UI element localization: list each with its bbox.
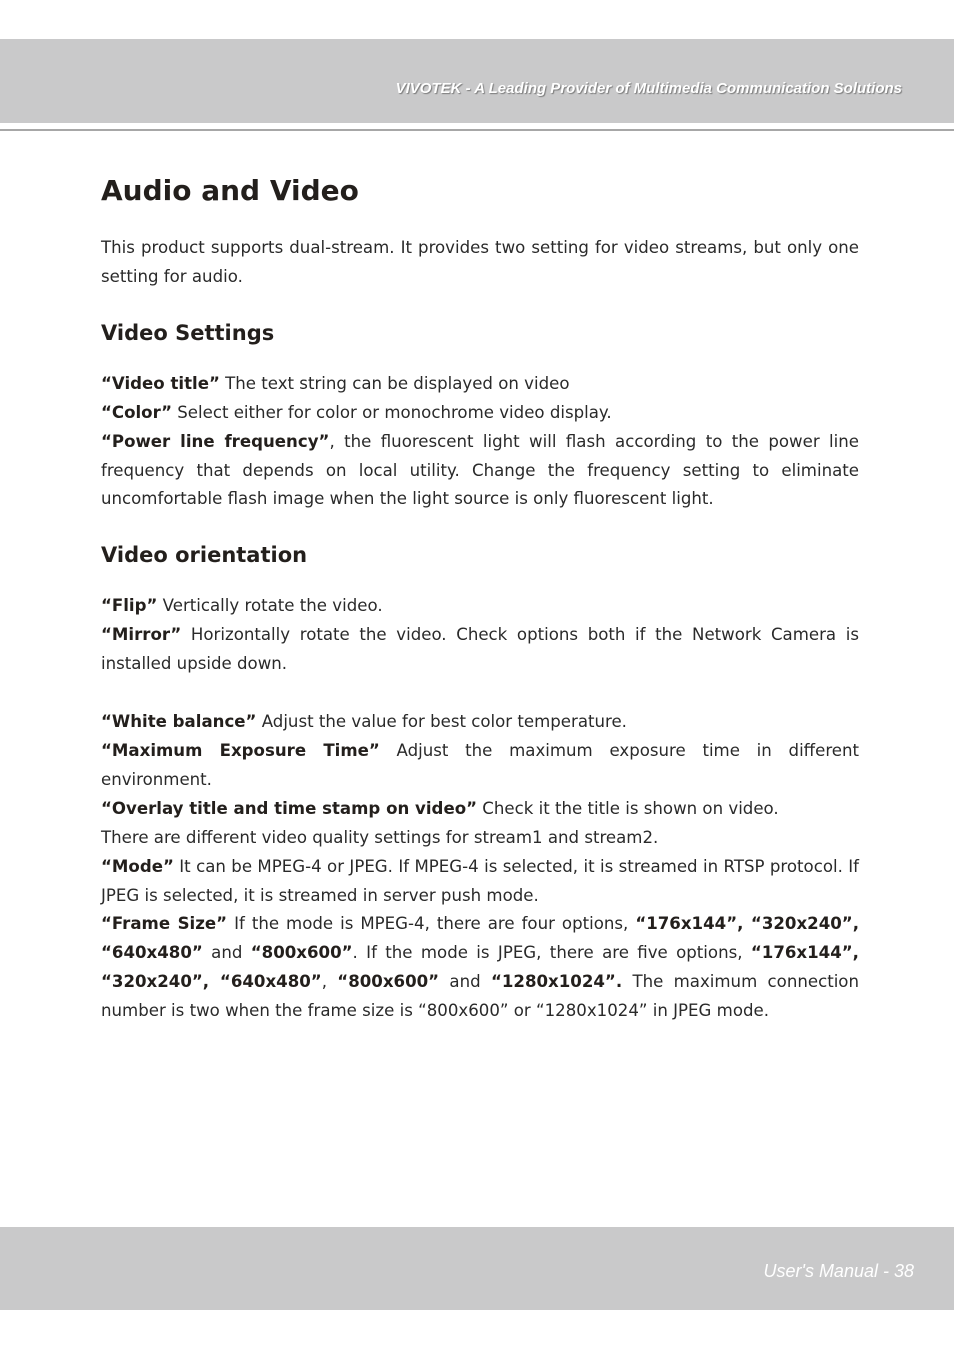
white-balance-desc: Adjust the value for best color temperature. <box>256 712 627 732</box>
frame-size-option-4: “800x600” <box>337 972 440 992</box>
mirror-desc: Horizontally rotate the video. Check options both if the Network Camera is installed upside down. <box>101 625 859 674</box>
overlay-item <box>101 795 859 824</box>
frame-size-text-6: The maximum connection number is two when the frame size is “800x600” or “1280x1024” in JPEG mode. <box>101 972 859 1021</box>
power-line-term: “Power line frequency” <box>101 431 330 451</box>
video-orientation-heading: Video orientation <box>101 543 308 568</box>
max-exposure-desc: Adjust the maximum exposure time in different environment. <box>101 740 860 789</box>
mode-term: “Mode” <box>101 856 174 876</box>
video-title-item <box>101 370 859 399</box>
video-title-term: “Video title” <box>101 373 220 393</box>
frame-size-text-5: and <box>439 972 491 992</box>
frame-size-option-5: “1280x1024”. <box>490 972 623 992</box>
white-balance-term: “White balance” <box>101 712 257 732</box>
video-title-desc: The text string can be displayed on video <box>219 373 570 393</box>
mirror-term: “Mirror” <box>101 625 182 645</box>
power-line-desc: , the fluorescent light will flash according to the power line frequency that depends on local utility. Change the frequency setting to eliminate uncomfortable flash image when the light source is only fluorescent light. <box>101 431 859 509</box>
page-content <box>101 168 859 1026</box>
frame-size-option-2: “800x600” <box>250 943 353 963</box>
video-settings-heading: Video Settings <box>101 320 275 345</box>
overlay-desc: Check it the title is shown on video. <box>477 798 779 818</box>
power-line-item <box>101 428 859 515</box>
page-number: User's Manual - 38 <box>763 1261 914 1281</box>
max-exposure-item <box>101 737 859 795</box>
frame-size-options-1: “176x144”, “320x240”, “640x480” <box>101 914 860 963</box>
header-divider <box>0 129 954 131</box>
header-tagline: VIVOTEK - A Leading Provider of Multimedia Communication Solutions <box>395 80 902 97</box>
color-item <box>101 399 859 428</box>
frame-size-item <box>101 910 859 1026</box>
mode-item <box>101 853 859 911</box>
quality-note: There are different video quality settings for stream1 and stream2. <box>101 827 659 847</box>
mirror-item <box>101 621 859 679</box>
color-desc: Select either for color or monochrome video display. <box>171 402 612 422</box>
frame-size-options-3: “176x144”, “320x240”, “640x480” <box>101 943 859 992</box>
white-balance-item <box>101 708 859 737</box>
mode-desc: It can be MPEG-4 or JPEG. If MPEG-4 is selected, it is streamed in RTSP protocol. If JPEG is selected, it is streamed in server push mode. <box>101 856 859 905</box>
frame-size-text-4: , <box>321 972 338 992</box>
overlay-term: “Overlay title and time stamp on video” <box>101 798 478 818</box>
flip-term: “Flip” <box>101 596 158 616</box>
page-title: Audio and Video <box>101 174 359 207</box>
frame-size-term: “Frame Size” <box>101 914 228 934</box>
intro-paragraph: This product supports dual-stream. It provides two setting for video streams, but only one setting for audio. <box>101 238 859 286</box>
frame-size-text-2: and <box>202 943 251 963</box>
color-term: “Color” <box>101 402 172 422</box>
flip-item <box>101 592 859 621</box>
max-exposure-term: “Maximum Exposure Time” <box>101 740 380 760</box>
frame-size-text-3: . If the mode is JPEG, there are five options, <box>352 943 751 963</box>
frame-size-text-1: If the mode is MPEG-4, there are four options, <box>227 914 636 934</box>
flip-desc: Vertically rotate the video. <box>157 596 383 616</box>
